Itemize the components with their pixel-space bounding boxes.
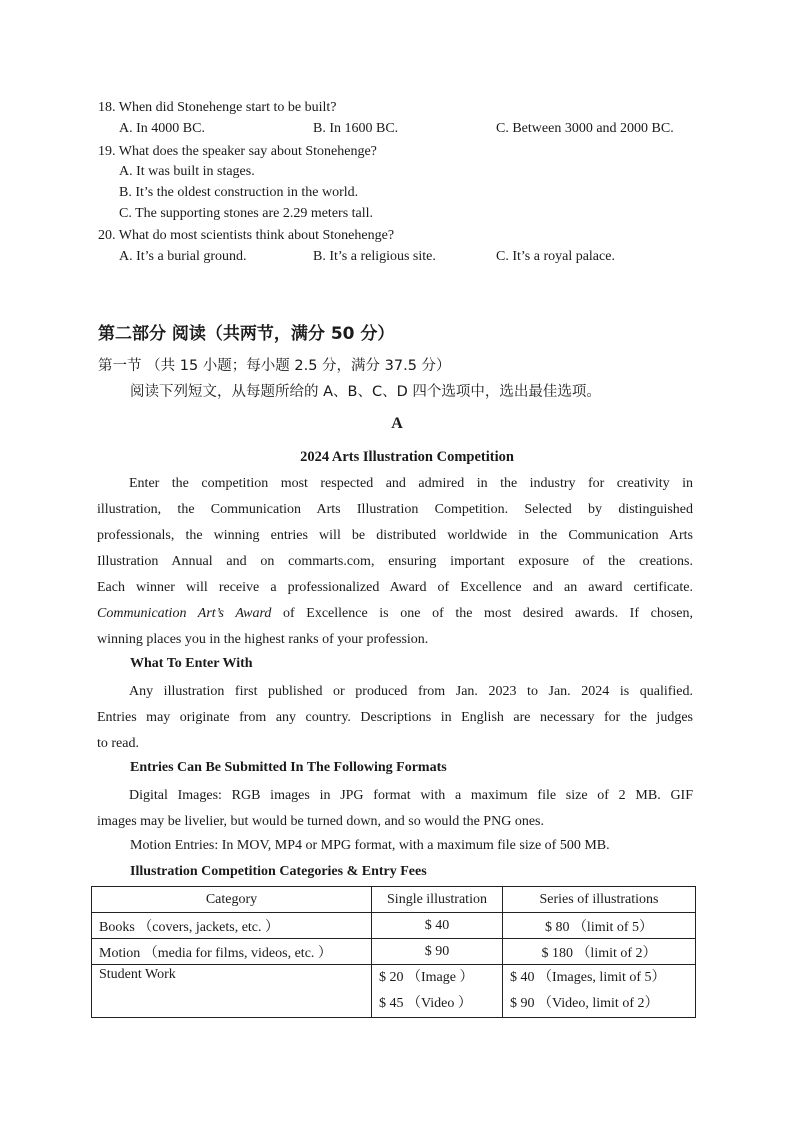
question-18-option-a: A. In 4000 BC. xyxy=(119,121,205,136)
reading-instruction: 阅读下列短文，从每题所给的 A、B、C、D 四个选项中，选出最佳选项。 xyxy=(130,384,601,400)
row-motion-single: $ 90 xyxy=(372,939,503,965)
table-row xyxy=(92,913,696,939)
row-student-category: Student Work xyxy=(92,965,372,1018)
passage-paragraph-2 xyxy=(97,679,693,757)
paragraph-3-line-1: Digital Images: RGB images in JPG format with a maximum file size of 2 MB. GIF xyxy=(129,788,693,803)
row-student-series xyxy=(503,965,696,1018)
paragraph-1-line-6 xyxy=(97,601,693,627)
question-20-stem: 20. What do most scientists think about Stonehenge? xyxy=(98,228,395,243)
paragraph-1-line-7: winning places you in the highest ranks of your profession. xyxy=(97,632,429,647)
paragraph-2-line-2: Entries may originate from any country. Descriptions in English are necessary for the judges xyxy=(97,710,693,725)
row-books-category: Books （covers, jackets, etc. ） xyxy=(92,913,372,939)
table-row xyxy=(92,965,696,1018)
section-1-heading: 第一节 （共 15 小题；每小题 2.5 分，满分 37.5 分） xyxy=(98,358,451,374)
table-row xyxy=(92,939,696,965)
question-19-stem: 19. What does the speaker say about Stonehenge? xyxy=(98,144,377,159)
student-series-video: $ 90 （Video, limit of 2） xyxy=(510,996,659,1011)
paragraph-1-line-3: professionals, the winning entries will be distributed worldwide in the Communication Arts xyxy=(97,528,693,543)
question-20-option-c: C. It’s a royal palace. xyxy=(496,249,615,264)
header-series: Series of illustrations xyxy=(503,887,696,913)
row-student-single xyxy=(372,965,503,1018)
question-18-option-b: B. In 1600 BC. xyxy=(313,121,399,136)
student-single-video: $ 45 （Video ） xyxy=(379,996,472,1011)
header-category: Category xyxy=(92,887,372,913)
passage-title: 2024 Arts Illustration Competition xyxy=(300,449,514,465)
paragraph-motion-entries: Motion Entries: In MOV, MP4 or MPG format, with a maximum file size of 500 MB. xyxy=(130,838,610,853)
student-series-images: $ 40 （Images, limit of 5） xyxy=(510,970,666,985)
paragraph-1-line-4: Illustration Annual and on commarts.com, ensuring important exposure of the creations. xyxy=(97,554,693,569)
paragraph-1-line-5: Each winner will receive a professionalized Award of Excellence and an award certificate. xyxy=(97,580,693,595)
header-single: Single illustration xyxy=(372,887,503,913)
student-single-image: $ 20 （Image ） xyxy=(379,970,474,985)
heading-categories-fees: Illustration Competition Categories & Entry Fees xyxy=(130,864,427,879)
question-20-option-b: B. It’s a religious site. xyxy=(313,249,436,264)
row-motion-series: $ 180 （limit of 2） xyxy=(503,939,696,965)
passage-paragraph-1 xyxy=(97,471,693,653)
row-motion-category: Motion （media for films, videos, etc. ） xyxy=(92,939,372,965)
paragraph-1-line-6-rest: of Excellence is one of the most desired awards. If chosen, xyxy=(271,606,693,621)
question-18-stem: 18. When did Stonehenge start to be built? xyxy=(98,100,337,115)
question-19-option-b: B. It’s the oldest construction in the world. xyxy=(119,185,359,200)
heading-formats: Entries Can Be Submitted In The Following Formats xyxy=(130,760,447,775)
question-19-option-a: A. It was built in stages. xyxy=(119,164,255,179)
paragraph-1-line-1: Enter the competition most respected and admired in the industry for creativity in xyxy=(129,476,693,491)
heading-what-to-enter: What To Enter With xyxy=(130,656,253,671)
question-20-option-a: A. It’s a burial ground. xyxy=(119,249,247,264)
row-books-single: $ 40 xyxy=(372,913,503,939)
part-2-title: 第二部分 阅读（共两节，满分 50 分） xyxy=(98,324,395,344)
passage-paragraph-3 xyxy=(97,783,693,835)
table-header-row xyxy=(92,887,696,913)
passage-letter: A xyxy=(391,415,403,432)
paragraph-3-line-2: images may be livelier, but would be turned down, and so would the PNG ones. xyxy=(97,814,544,829)
paragraph-1-line-2: illustration, the Communication Arts Illustration Competition. Selected by distinguished xyxy=(97,502,693,517)
paragraph-2-line-1: Any illustration first published or produced from Jan. 2023 to Jan. 2024 is qualified. xyxy=(129,684,693,699)
question-19-option-c: C. The supporting stones are 2.29 meters tall. xyxy=(119,206,374,221)
award-name-italic: Communication Art’s Award xyxy=(97,606,272,621)
paragraph-2-line-3: to read. xyxy=(97,736,139,751)
question-18-option-c: C. Between 3000 and 2000 BC. xyxy=(496,121,674,136)
fees-table xyxy=(91,886,696,1018)
row-books-series: $ 80 （limit of 5） xyxy=(503,913,696,939)
